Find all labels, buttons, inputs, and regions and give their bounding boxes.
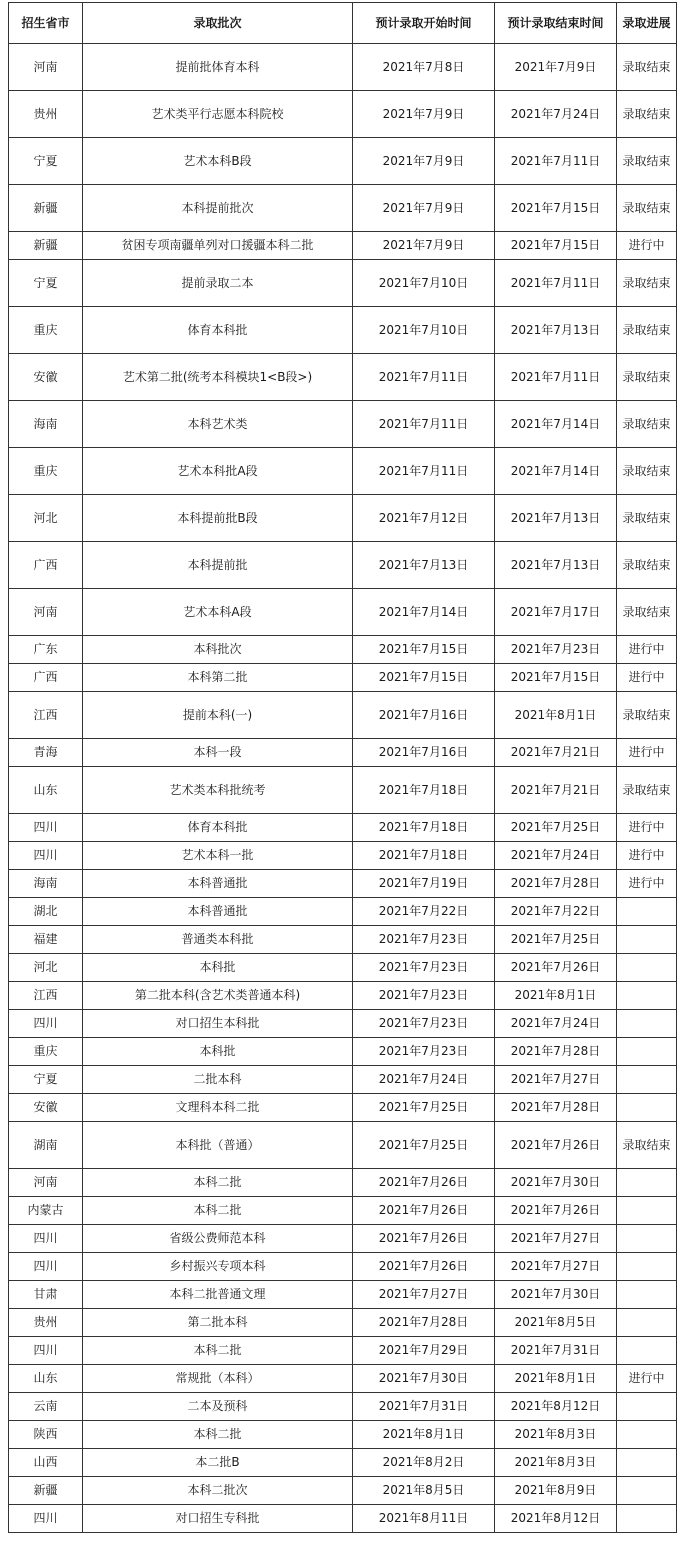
- batch-cell: 本科普通批: [83, 898, 353, 926]
- status-cell: 录取结束: [617, 307, 677, 354]
- end-date-cell: 2021年7月26日: [495, 1197, 617, 1225]
- start-date-cell: 2021年7月23日: [353, 982, 495, 1010]
- end-date-cell: 2021年7月27日: [495, 1066, 617, 1094]
- batch-cell: 第二批本科: [83, 1309, 353, 1337]
- status-cell: [617, 1393, 677, 1421]
- province-cell: 宁夏: [9, 1066, 83, 1094]
- status-cell: [617, 1094, 677, 1122]
- end-date-cell: 2021年7月24日: [495, 1010, 617, 1038]
- province-cell: 河北: [9, 954, 83, 982]
- province-cell: 四川: [9, 1225, 83, 1253]
- start-date-cell: 2021年7月8日: [353, 44, 495, 91]
- batch-cell: 提前本科(一): [83, 692, 353, 739]
- batch-cell: 本科批（普通）: [83, 1122, 353, 1169]
- start-date-cell: 2021年7月16日: [353, 692, 495, 739]
- status-cell: 进行中: [617, 636, 677, 664]
- status-cell: [617, 1038, 677, 1066]
- table-row: [9, 1253, 677, 1281]
- batch-cell: 本科二批: [83, 1421, 353, 1449]
- end-date-cell: 2021年7月13日: [495, 307, 617, 354]
- batch-cell: 本科艺术类: [83, 401, 353, 448]
- start-date-cell: 2021年7月18日: [353, 767, 495, 814]
- start-date-cell: 2021年7月11日: [353, 401, 495, 448]
- table-row: [9, 448, 677, 495]
- batch-cell: 本科提前批次: [83, 185, 353, 232]
- batch-cell: 本科二批次: [83, 1477, 353, 1505]
- status-cell: 录取结束: [617, 589, 677, 636]
- batch-cell: 本科第二批: [83, 664, 353, 692]
- end-date-cell: 2021年7月13日: [495, 495, 617, 542]
- start-date-cell: 2021年7月23日: [353, 1010, 495, 1038]
- status-cell: 进行中: [617, 870, 677, 898]
- admission-schedule: [8, 2, 677, 1533]
- start-date-cell: 2021年7月26日: [353, 1253, 495, 1281]
- batch-cell: 体育本科批: [83, 307, 353, 354]
- end-date-cell: 2021年7月25日: [495, 814, 617, 842]
- end-date-cell: 2021年7月17日: [495, 589, 617, 636]
- status-cell: 录取结束: [617, 91, 677, 138]
- end-date-cell: 2021年7月11日: [495, 260, 617, 307]
- table-row: [9, 232, 677, 260]
- table-row: [9, 1393, 677, 1421]
- status-cell: 录取结束: [617, 692, 677, 739]
- status-cell: [617, 1225, 677, 1253]
- batch-cell: 常规批（本科）: [83, 1365, 353, 1393]
- status-cell: 录取结束: [617, 495, 677, 542]
- start-date-cell: 2021年7月13日: [353, 542, 495, 589]
- end-date-cell: 2021年8月5日: [495, 1309, 617, 1337]
- status-cell: [617, 1505, 677, 1533]
- province-cell: 青海: [9, 739, 83, 767]
- status-cell: [617, 982, 677, 1010]
- province-cell: 宁夏: [9, 260, 83, 307]
- table-row: [9, 354, 677, 401]
- start-date-cell: 2021年7月22日: [353, 898, 495, 926]
- province-cell: 四川: [9, 1337, 83, 1365]
- province-cell: 海南: [9, 870, 83, 898]
- end-date-cell: 2021年7月30日: [495, 1281, 617, 1309]
- end-date-cell: 2021年8月1日: [495, 1365, 617, 1393]
- province-cell: 甘肃: [9, 1281, 83, 1309]
- start-date-cell: 2021年7月9日: [353, 91, 495, 138]
- start-date-cell: 2021年7月9日: [353, 138, 495, 185]
- table-row: [9, 185, 677, 232]
- table-row: [9, 495, 677, 542]
- status-cell: [617, 1309, 677, 1337]
- end-date-cell: 2021年7月9日: [495, 44, 617, 91]
- start-date-cell: 2021年7月18日: [353, 842, 495, 870]
- table-row: [9, 44, 677, 91]
- province-cell: 湖南: [9, 1122, 83, 1169]
- province-cell: 重庆: [9, 307, 83, 354]
- end-date-cell: 2021年7月22日: [495, 898, 617, 926]
- start-date-cell: 2021年7月23日: [353, 954, 495, 982]
- header-end-date: 预计录取结束时间: [495, 3, 617, 44]
- batch-cell: 本科批: [83, 954, 353, 982]
- table-row: [9, 842, 677, 870]
- province-cell: 内蒙古: [9, 1197, 83, 1225]
- end-date-cell: 2021年8月1日: [495, 982, 617, 1010]
- status-cell: 录取结束: [617, 767, 677, 814]
- start-date-cell: 2021年8月11日: [353, 1505, 495, 1533]
- end-date-cell: 2021年7月28日: [495, 1094, 617, 1122]
- end-date-cell: 2021年7月23日: [495, 636, 617, 664]
- province-cell: 贵州: [9, 91, 83, 138]
- start-date-cell: 2021年8月1日: [353, 1421, 495, 1449]
- end-date-cell: 2021年8月1日: [495, 692, 617, 739]
- end-date-cell: 2021年8月9日: [495, 1477, 617, 1505]
- start-date-cell: 2021年7月12日: [353, 495, 495, 542]
- header-start-date: 预计录取开始时间: [353, 3, 495, 44]
- table-row: [9, 692, 677, 739]
- table-row: [9, 926, 677, 954]
- province-cell: 河南: [9, 1169, 83, 1197]
- end-date-cell: 2021年7月28日: [495, 870, 617, 898]
- end-date-cell: 2021年7月27日: [495, 1253, 617, 1281]
- batch-cell: 本科普通批: [83, 870, 353, 898]
- end-date-cell: 2021年7月15日: [495, 185, 617, 232]
- status-cell: [617, 1066, 677, 1094]
- province-cell: 河南: [9, 44, 83, 91]
- table-row: [9, 1010, 677, 1038]
- province-cell: 新疆: [9, 232, 83, 260]
- status-cell: 录取结束: [617, 401, 677, 448]
- start-date-cell: 2021年7月26日: [353, 1197, 495, 1225]
- table-row: [9, 542, 677, 589]
- table-row: [9, 982, 677, 1010]
- end-date-cell: 2021年7月14日: [495, 448, 617, 495]
- status-cell: [617, 1477, 677, 1505]
- province-cell: 安徽: [9, 1094, 83, 1122]
- start-date-cell: 2021年7月26日: [353, 1169, 495, 1197]
- table-row: [9, 138, 677, 185]
- admission-table: [8, 2, 677, 1533]
- batch-cell: 对口招生专科批: [83, 1505, 353, 1533]
- status-cell: [617, 1449, 677, 1477]
- start-date-cell: 2021年7月9日: [353, 185, 495, 232]
- province-cell: 广东: [9, 636, 83, 664]
- start-date-cell: 2021年8月5日: [353, 1477, 495, 1505]
- end-date-cell: 2021年7月11日: [495, 354, 617, 401]
- batch-cell: 乡村振兴专项本科: [83, 1253, 353, 1281]
- province-cell: 四川: [9, 842, 83, 870]
- province-cell: 四川: [9, 1010, 83, 1038]
- province-cell: 陕西: [9, 1421, 83, 1449]
- table-row: [9, 814, 677, 842]
- province-cell: 四川: [9, 814, 83, 842]
- batch-cell: 对口招生本科批: [83, 1010, 353, 1038]
- province-cell: 安徽: [9, 354, 83, 401]
- end-date-cell: 2021年7月31日: [495, 1337, 617, 1365]
- batch-cell: 艺术本科A段: [83, 589, 353, 636]
- table-row: [9, 1505, 677, 1533]
- status-cell: 录取结束: [617, 542, 677, 589]
- table-row: [9, 1337, 677, 1365]
- status-cell: 录取结束: [617, 1122, 677, 1169]
- province-cell: 山东: [9, 767, 83, 814]
- table-row: [9, 91, 677, 138]
- end-date-cell: 2021年7月15日: [495, 664, 617, 692]
- table-row: [9, 870, 677, 898]
- province-cell: 新疆: [9, 185, 83, 232]
- batch-cell: 本科二批: [83, 1169, 353, 1197]
- batch-cell: 本科一段: [83, 739, 353, 767]
- table-row: [9, 1066, 677, 1094]
- end-date-cell: 2021年7月27日: [495, 1225, 617, 1253]
- batch-cell: 艺术本科批A段: [83, 448, 353, 495]
- start-date-cell: 2021年7月19日: [353, 870, 495, 898]
- province-cell: 福建: [9, 926, 83, 954]
- header-status: 录取进展: [617, 3, 677, 44]
- province-cell: 广西: [9, 664, 83, 692]
- status-cell: 录取结束: [617, 260, 677, 307]
- batch-cell: 提前录取二本: [83, 260, 353, 307]
- status-cell: 录取结束: [617, 354, 677, 401]
- batch-cell: 本科二批普通文理: [83, 1281, 353, 1309]
- end-date-cell: 2021年7月14日: [495, 401, 617, 448]
- batch-cell: 本科批: [83, 1038, 353, 1066]
- batch-cell: 普通类本科批: [83, 926, 353, 954]
- batch-cell: 本科二批: [83, 1197, 353, 1225]
- end-date-cell: 2021年8月3日: [495, 1421, 617, 1449]
- start-date-cell: 2021年7月11日: [353, 354, 495, 401]
- status-cell: [617, 926, 677, 954]
- status-cell: 录取结束: [617, 185, 677, 232]
- status-cell: [617, 954, 677, 982]
- batch-cell: 提前批体育本科: [83, 44, 353, 91]
- end-date-cell: 2021年7月25日: [495, 926, 617, 954]
- province-cell: 四川: [9, 1253, 83, 1281]
- table-body: [9, 44, 677, 1533]
- status-cell: 进行中: [617, 842, 677, 870]
- status-cell: [617, 1169, 677, 1197]
- table-row: [9, 1038, 677, 1066]
- start-date-cell: 2021年8月2日: [353, 1449, 495, 1477]
- status-cell: [617, 1421, 677, 1449]
- province-cell: 宁夏: [9, 138, 83, 185]
- batch-cell: 本二批B: [83, 1449, 353, 1477]
- table-row: [9, 739, 677, 767]
- end-date-cell: 2021年7月28日: [495, 1038, 617, 1066]
- batch-cell: 二批本科: [83, 1066, 353, 1094]
- province-cell: 山东: [9, 1365, 83, 1393]
- batch-cell: 本科二批: [83, 1337, 353, 1365]
- end-date-cell: 2021年7月26日: [495, 1122, 617, 1169]
- batch-cell: 二本及预科: [83, 1393, 353, 1421]
- table-row: [9, 636, 677, 664]
- start-date-cell: 2021年7月24日: [353, 1066, 495, 1094]
- header-batch: 录取批次: [83, 3, 353, 44]
- start-date-cell: 2021年7月25日: [353, 1122, 495, 1169]
- table-row: [9, 1169, 677, 1197]
- batch-cell: 艺术第二批(统考本科模块1<B段>): [83, 354, 353, 401]
- start-date-cell: 2021年7月10日: [353, 307, 495, 354]
- table-row: [9, 1281, 677, 1309]
- start-date-cell: 2021年7月30日: [353, 1365, 495, 1393]
- batch-cell: 省级公费师范本科: [83, 1225, 353, 1253]
- end-date-cell: 2021年8月12日: [495, 1393, 617, 1421]
- start-date-cell: 2021年7月31日: [353, 1393, 495, 1421]
- table-row: [9, 401, 677, 448]
- end-date-cell: 2021年8月3日: [495, 1449, 617, 1477]
- start-date-cell: 2021年7月14日: [353, 589, 495, 636]
- table-row: [9, 664, 677, 692]
- end-date-cell: 2021年7月24日: [495, 91, 617, 138]
- province-cell: 山西: [9, 1449, 83, 1477]
- province-cell: 湖北: [9, 898, 83, 926]
- table-row: [9, 1421, 677, 1449]
- province-cell: 广西: [9, 542, 83, 589]
- start-date-cell: 2021年7月27日: [353, 1281, 495, 1309]
- table-row: [9, 1197, 677, 1225]
- province-cell: 贵州: [9, 1309, 83, 1337]
- batch-cell: 文理科本科二批: [83, 1094, 353, 1122]
- batch-cell: 本科提前批: [83, 542, 353, 589]
- batch-cell: 体育本科批: [83, 814, 353, 842]
- start-date-cell: 2021年7月23日: [353, 1038, 495, 1066]
- start-date-cell: 2021年7月29日: [353, 1337, 495, 1365]
- province-cell: 海南: [9, 401, 83, 448]
- header-province: 招生省市: [9, 3, 83, 44]
- header-row: [9, 3, 677, 44]
- batch-cell: 艺术本科一批: [83, 842, 353, 870]
- end-date-cell: 2021年8月12日: [495, 1505, 617, 1533]
- batch-cell: 本科批次: [83, 636, 353, 664]
- end-date-cell: 2021年7月13日: [495, 542, 617, 589]
- table-row: [9, 589, 677, 636]
- status-cell: 录取结束: [617, 44, 677, 91]
- status-cell: [617, 1281, 677, 1309]
- status-cell: [617, 1010, 677, 1038]
- table-row: [9, 767, 677, 814]
- table-row: [9, 1225, 677, 1253]
- status-cell: 录取结束: [617, 448, 677, 495]
- end-date-cell: 2021年7月15日: [495, 232, 617, 260]
- start-date-cell: 2021年7月16日: [353, 739, 495, 767]
- end-date-cell: 2021年7月21日: [495, 767, 617, 814]
- province-cell: 重庆: [9, 1038, 83, 1066]
- batch-cell: 第二批本科(含艺术类普通本科): [83, 982, 353, 1010]
- start-date-cell: 2021年7月18日: [353, 814, 495, 842]
- table-row: [9, 1122, 677, 1169]
- start-date-cell: 2021年7月28日: [353, 1309, 495, 1337]
- table-row: [9, 898, 677, 926]
- start-date-cell: 2021年7月15日: [353, 664, 495, 692]
- status-cell: 进行中: [617, 739, 677, 767]
- status-cell: 进行中: [617, 814, 677, 842]
- province-cell: 四川: [9, 1505, 83, 1533]
- start-date-cell: 2021年7月23日: [353, 926, 495, 954]
- batch-cell: 艺术类本科批统考: [83, 767, 353, 814]
- table-row: [9, 1094, 677, 1122]
- start-date-cell: 2021年7月15日: [353, 636, 495, 664]
- province-cell: 江西: [9, 982, 83, 1010]
- start-date-cell: 2021年7月9日: [353, 232, 495, 260]
- start-date-cell: 2021年7月10日: [353, 260, 495, 307]
- province-cell: 重庆: [9, 448, 83, 495]
- end-date-cell: 2021年7月24日: [495, 842, 617, 870]
- province-cell: 河北: [9, 495, 83, 542]
- status-cell: 录取结束: [617, 138, 677, 185]
- batch-cell: 艺术类平行志愿本科院校: [83, 91, 353, 138]
- end-date-cell: 2021年7月11日: [495, 138, 617, 185]
- start-date-cell: 2021年7月26日: [353, 1225, 495, 1253]
- status-cell: 进行中: [617, 664, 677, 692]
- end-date-cell: 2021年7月21日: [495, 739, 617, 767]
- status-cell: [617, 1197, 677, 1225]
- province-cell: 河南: [9, 589, 83, 636]
- table-row: [9, 1449, 677, 1477]
- start-date-cell: 2021年7月25日: [353, 1094, 495, 1122]
- start-date-cell: 2021年7月11日: [353, 448, 495, 495]
- status-cell: [617, 898, 677, 926]
- table-row: [9, 307, 677, 354]
- batch-cell: 艺术本科B段: [83, 138, 353, 185]
- table-row: [9, 1365, 677, 1393]
- table-row: [9, 1309, 677, 1337]
- province-cell: 新疆: [9, 1477, 83, 1505]
- province-cell: 云南: [9, 1393, 83, 1421]
- end-date-cell: 2021年7月30日: [495, 1169, 617, 1197]
- status-cell: [617, 1337, 677, 1365]
- status-cell: 进行中: [617, 1365, 677, 1393]
- end-date-cell: 2021年7月26日: [495, 954, 617, 982]
- province-cell: 江西: [9, 692, 83, 739]
- table-row: [9, 1477, 677, 1505]
- status-cell: [617, 1253, 677, 1281]
- status-cell: 进行中: [617, 232, 677, 260]
- table-row: [9, 260, 677, 307]
- table-row: [9, 954, 677, 982]
- batch-cell: 贫困专项南疆单列对口援疆本科二批: [83, 232, 353, 260]
- batch-cell: 本科提前批B段: [83, 495, 353, 542]
